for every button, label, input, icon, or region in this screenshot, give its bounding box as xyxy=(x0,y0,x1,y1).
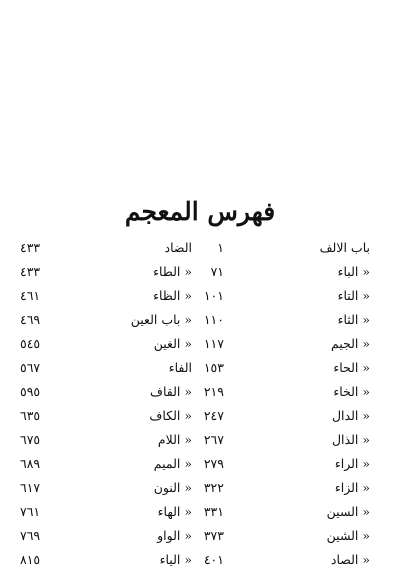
entry-page-number: ٤٣٣ xyxy=(20,240,41,255)
table-row xyxy=(0,260,400,284)
entry-label: « الصاد xyxy=(330,552,370,567)
table-row xyxy=(0,356,400,380)
entry-label: « التاء xyxy=(337,288,370,303)
entry-label: « الثاء xyxy=(337,312,370,327)
table-row xyxy=(0,332,400,356)
entry-page-number: ٢٧٩ xyxy=(203,456,224,471)
entry-label: « الغين xyxy=(153,336,192,351)
entry-label: « الشين xyxy=(326,528,370,543)
table-row xyxy=(0,476,400,500)
entry-page-number: ١ xyxy=(217,240,224,255)
entry-page-number: ٧٦١ xyxy=(20,504,41,519)
table-row xyxy=(0,308,400,332)
entry-label: « اللام xyxy=(157,432,192,447)
entry-label: « الجيم xyxy=(330,336,370,351)
entry-label: « الزاء xyxy=(334,480,370,495)
table-row xyxy=(0,524,400,548)
entry-page-number: ٤٠١ xyxy=(203,552,224,567)
entry-page-number: ٤٣٣ xyxy=(20,264,41,279)
entry-label: باب الالف xyxy=(319,240,370,255)
table-row xyxy=(0,500,400,524)
entry-page-number: ١١٧ xyxy=(203,336,224,351)
page-title: فهرس المعجم xyxy=(124,197,276,226)
table-row xyxy=(0,284,400,308)
entry-label: « الراء xyxy=(334,456,370,471)
entry-label: « الذال xyxy=(331,432,370,447)
entry-label: « الخاء xyxy=(333,384,370,399)
table-row xyxy=(0,452,400,476)
entry-label: « الحاء xyxy=(333,360,370,375)
entry-page-number: ٧٦٩ xyxy=(20,528,41,543)
entry-label: « الظاء xyxy=(153,288,192,303)
entry-page-number: ١١٠ xyxy=(203,312,224,327)
entry-page-number: ٦٧٥ xyxy=(20,432,41,447)
entry-page-number: ٥٤٥ xyxy=(20,336,41,351)
entry-page-number: ٥٩٥ xyxy=(20,384,41,399)
entry-label: « الطاء xyxy=(153,264,192,279)
entry-label: « القاف xyxy=(150,384,192,399)
entry-page-number: ٦٣٥ xyxy=(20,408,41,423)
entry-label: « الدال xyxy=(331,408,370,423)
table-row xyxy=(0,236,400,260)
entry-page-number: ٣٣١ xyxy=(203,504,224,519)
entry-label: « الميم xyxy=(153,456,192,471)
entry-page-number: ٤٦١ xyxy=(20,288,41,303)
entry-page-number: ٦١٧ xyxy=(20,480,41,495)
entry-page-number: ٣٢٢ xyxy=(203,480,224,495)
entry-page-number: ١٠١ xyxy=(203,288,224,303)
entry-page-number: ٤٦٩ xyxy=(20,312,41,327)
entry-page-number: ٦٨٩ xyxy=(20,456,41,471)
entry-page-number: ٨١٥ xyxy=(20,552,41,567)
entry-label: « باب العين xyxy=(130,312,192,327)
table-row xyxy=(0,428,400,452)
entry-page-number: ٢٦٧ xyxy=(203,432,224,447)
entry-label: « الهاء xyxy=(157,504,192,519)
entry-label: الفاء xyxy=(168,360,192,375)
table-row xyxy=(0,404,400,428)
entry-label: « الياء xyxy=(159,552,192,567)
entry-page-number: ١٥٣ xyxy=(203,360,224,375)
entry-page-number: ٢٤٧ xyxy=(203,408,224,423)
entry-label: « الكاف xyxy=(149,408,192,423)
table-row xyxy=(0,380,400,404)
entry-label: « النون xyxy=(153,480,192,495)
entry-page-number: ٢١٩ xyxy=(203,384,224,399)
index-table xyxy=(0,236,400,578)
entry-page-number: ٣٧٣ xyxy=(203,528,224,543)
entry-label: « السين xyxy=(326,504,370,519)
entry-page-number: ٥٦٧ xyxy=(20,360,41,375)
entry-label: الضاد xyxy=(164,240,192,255)
entry-label: « الباء xyxy=(337,264,370,279)
entry-label: « الواو xyxy=(157,528,192,543)
entry-page-number: ٧١ xyxy=(210,264,224,279)
table-row xyxy=(0,548,400,572)
